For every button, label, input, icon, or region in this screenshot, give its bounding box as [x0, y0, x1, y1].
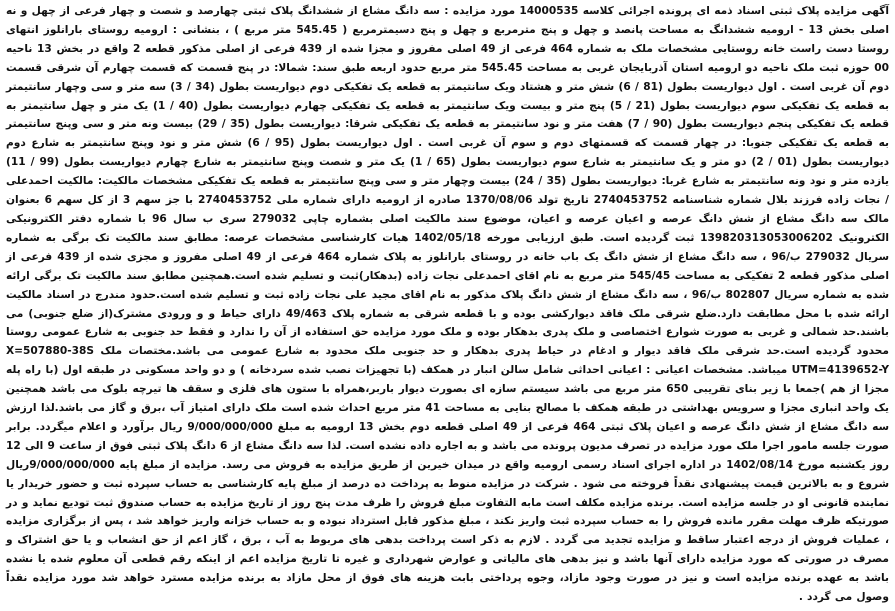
- auction-notice-text: آگهی مزایده پلاک ثبتی اسناد ذمه ای پرونده اجرائی کلاسه 14000535 مورد مزایده : سه دانگ مشاع از ششدانگ پلاک ثبتی چهارصد و شصت و چهار فرعی از چهل و نه اصلی بخش 13 - ارومیه ششدانگ به مساحت پانصد و چهل و پنج مترمربع و چهل و پنج دسیمترمربع ( 545.45 متر مربع ) ، بنشانی : ارومیه روستای بارانلوز انتهای روستا دست راست خانه روستایی مشخصات ملک به شماره 464 فرعی از 49 اصلی مفروز و مجزا شده از 439 فرعی از اصلی مذکور قطعه 2 واقع در بخش 13 ناحیه 00 حوزه ثبت ملک ناحیه دو ارومیه استان آذربایجان غربی به مساحت 545.45 متر مربع حدود اربعه طبق سند: شمالا: در پنج قسمت که قسمت چهارم آن شرقی قسمت دوم آن غربی است . اول دیواریست بطول (81 / 6) شش متر و هشتاد ویک سانتیمتر به قطعه یک تفکیکی دوم دیواریست بطول (34 / 3) سه متر و سی وچهار سانتیمتر به قطعه یک تفکیکی سوم دیواریست بطول (21 / 5) پنج متر و بیست ویک سانتیمتر به قطعه یک تفکیکی چهارم دیواریست بطول (40 / 1) یک متر و چهل سانتیمتر به قطعه یک تفکیکی پنجم دیواریست بطول (90 / 7) هفت متر و نود سانتیمتر به قطعه یک تفکیکی شرقا: دیواریست بطول (35 / 29) بیست ونه متر و سی وپنج سانتیمتر به قطعه یک تفکیکی جنوبا: در چهار قسمت که قسمتهای دوم و سوم آن غربی است . اول دیواریست بطول (95 / 6) شش متر و نود وپنج سانتیمتر به شارع دوم دیواریست بطول (01 / 2) دو متر و یک سانتیمتر به شارع سوم دیواریست بطول (65 / 1) یک متر و شصت وپنج سانتیمتر به شارع چهارم دیواریست بطول (99 / 11) یازده متر و نود ونه سانتیمتر به شارع غربا: دیواریست بطول (35 / 24) بیست وچهار متر و سی وپنج سانتیمتر به قطعه یک تفکیکی مشخصات مالکیت: مالکیت احمدعلی / نجات زاده فرزند بلال شماره شناسنامه 2740453752 تاریخ تولد 1370/08/06 صادره از ارومیه دارای شماره ملی 2740453752 با جز سهم 3 از کل سهم 6 بعنوان مالک سه دانگ مشاع از شش دانگ عرصه و اعیان عرصه و اعیان، موضوع سند مالکیت اصلی بشماره چاپی 279032 سری ب سال 96 با شماره دفتر الکترونیکی الکترونیک 139820313053006202 ثبت گردیده است. طبق ارزیابی مورخه 1402/05/18 هیات کارشناسی مشخصات عرصه: مطابق سند مالکیت تک برگی به شماره سریال 279032 ب/96 ، سه دانگ مشاع از شش دانگ یک باب خانه در روستای بارانلوز به پلاک شماره 464 فرعی از 49 اصلی مفروز و مجزی شده از 439 فرعی از اصلی مذکور قطعه 2 تفکیکی به مساحت 545/45 متر مربع به نام اقای احمدعلی نجات زاده (بدهکار)ثبت و تسلیم شده است.همچنین مطابق سند مالکیت تک برگی ارائه شده به شماره سریال 802807 ب/96 ، سه دانگ مشاع از شش دانگ پلاک مذکور به نام اقای مجید علی نجات زاده ثبت و تسلیم شده است.حدود مندرج در اسناد مالکیت ارائه شده با محل مطابقت دارد.ضلع شرقی ملک فاقد دیوارکشی بوده و با قطعه شرقی به شماره پلاک 49/463 دارای حیاط و و ورودی مشترک(از ضلع جنوبی) می باشند.حد شمالی و غربی به صورت شوارع اختصاصی و ملک پدری بدهکار بوده و ملک مورد مزایده حق استفاده از آن را ندارد و فقط حد جنوبی به شارع عمومی روستا محدود گردیده است.حد شرقی ملک فاقد دیوار و ادغام در حیاط پدری بدهکار و حد جنوبی ملک محدود به شارع عمومی می باشد.مختصات ملک X=507880-38S UTM=4139652-Y میباشد. مشخصات اعیانی : اعیانی احداثی شامل سالن انبار در همکف (با تجهیزات نصب شده سردخانه ) و دو واحد مسکونی در طبقه اول (با راه پله مجزا از هم )جمعا با زیر بنای تقریبی 650 متر مربع می باشد سیستم سازه ای بصورت دیوار باربر،همراه با ستون های فلزی و سقف ها تیرچه بلوک می باشد همچنین یک واحد انباری مجزا و سرویس بهداشتی در طبقه همکف با مصالح بنایی به مساحت 41 متر مربع احداث شده است ملک دارای امتیاز آب ،برق و گاز می باشد.لذا ارزش سه دانگ مشاع از شش دانگ عرصه و اعیان پلاک ثبتی 464 فرعی از 49 اصلی قطعه دوم بخش 13 ارومیه به مبلغ 9/000/000/000 ریال برآورد و اعلام میگردد. برابر صورت جلسه مامور اجرا ملک مورد مزایده در تصرف مدیون پرونده می باشد و به اجاره داده نشده است. لذا سه دانگ مشاع از 6 دانگ پلاک ثبتی فوق از ساعت 9 الی 12 روز یکشنبه مورخ 1402/08/14 در اداره اجرای اسناد رسمی ارومیه واقع در میدان خیرین از طریق مزایده به فروش می رسد. مزایده از مبلغ پایه 9/000/000/000ریال شروع و به بالاترین قیمت پیشنهادی نقداً فروخته می شود . شرکت در مزایده منوط به پرداخت ده درصد از مبلغ پایه کارشناسی به حساب سپرده ثبت و حضور خریدار یا نماینده قانونی او در جلسه مزایده است. برنده مزایده مکلف است مابه التفاوت مبلغ فروش را ظرف مدت پنج روز از تاریخ مزایده به حساب صندوق ثبت تودیع نماید و در صورتیکه ظرف مهلت مقرر مانده فروش را به حساب سپرده ثبت واریز نکند ، مبلغ مذکور قابل استرداد نبوده و به حساب خزانه واریز خواهد شد ، پس از برگزاری مزایده ، عملیات فروش از درجه اعتبار ساقط و مزایده تجدید می گردد . لازم به ذکر است پرداخت بدهی های مربوط به آب ، برق ، گاز اعم از حق انشعاب و یا حق اشتراک و مصرف در صورتی که مورد مزایده دارای آنها باشد و نیز بدهی های مالیاتی و عوارض شهرداری و غیره تا تاریخ مزایده اعم از اینکه رقم قطعی آن معلوم شده یا نشده باشد به عهده برنده مزایده است و نیز در صورت وجود مازاد، وجوه پرداختی بابت هزینه های فوق از محل مازاد به برنده مزایده مسترد خواهد شد مورد مزایده نقداً وصول می گردد .: [6, 5, 890, 604]
